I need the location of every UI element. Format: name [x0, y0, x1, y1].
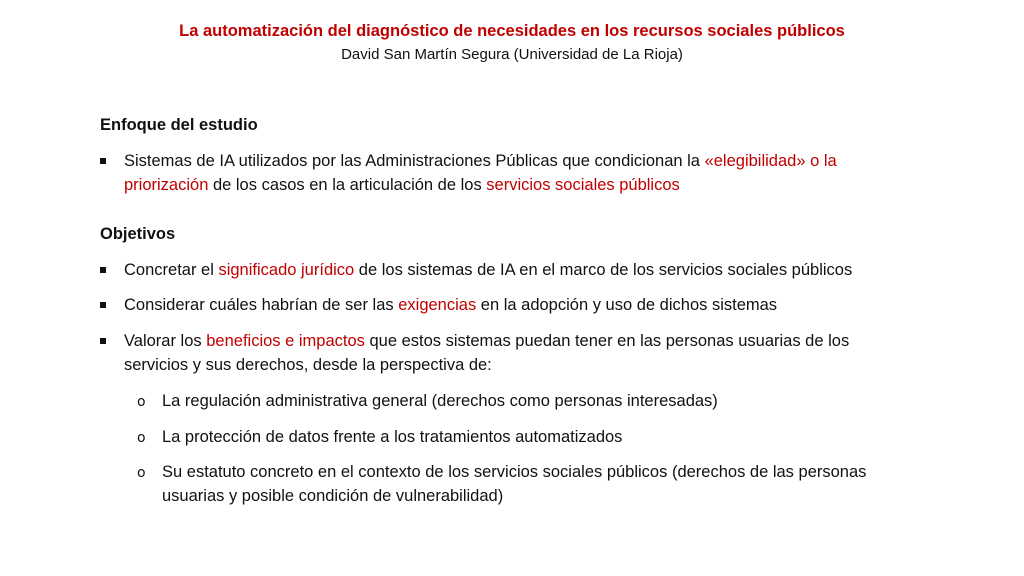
subitem-text: La regulación administrativa general (derechos como personas interesadas)	[162, 392, 718, 410]
highlight-exigencias: exigencias	[398, 296, 477, 314]
highlight-servicios: servicios sociales públicos	[486, 176, 680, 194]
subitem-3	[137, 460, 917, 508]
section-heading-objetivos: Objetivos	[100, 225, 176, 243]
subitem-1	[137, 389, 917, 413]
bullet-text: Valorar los beneficios e impactos que estos sistemas puedan tener en las personas usuarias de los servicios y sus derechos, desde la perspectiva de:	[124, 332, 850, 374]
square-bullet-icon	[100, 338, 106, 344]
hollow-circle-bullet-icon: o	[137, 465, 146, 481]
subitem-text: La protección de datos frente a los tratamientos automatizados	[162, 428, 623, 446]
hollow-circle-bullet-icon: o	[137, 430, 146, 446]
square-bullet-icon	[100, 302, 106, 308]
bullet-objetivo-1	[100, 258, 910, 282]
highlight-elegibilidad: «elegibilidad» o la priorización	[124, 152, 837, 194]
subitem-text: Su estatuto concreto en el contexto de los servicios sociales públicos (derechos de las personas usuarias y posible condición de vulnerabilidad)	[162, 463, 867, 505]
subitem-2	[137, 425, 917, 449]
highlight-significado: significado jurídico	[218, 261, 355, 279]
bullet-objetivo-3	[100, 329, 910, 377]
highlight-beneficios: beneficios e impactos	[206, 332, 365, 350]
bullet-enfoque	[100, 149, 910, 197]
bullet-objetivo-2	[100, 293, 910, 317]
hollow-circle-bullet-icon: o	[137, 394, 146, 410]
slide-author: David San Martín Segura (Universidad de La Rioja)	[341, 46, 683, 63]
slide-title: La automatización del diagnóstico de necesidades en los recursos sociales públicos	[179, 22, 845, 40]
section-heading-enfoque: Enfoque del estudio	[100, 116, 258, 134]
square-bullet-icon	[100, 267, 106, 273]
bullet-text: Sistemas de IA utilizados por las Administraciones Públicas que condicionan la «elegibilidad» o la priorización de los casos en la articulación de los servicios sociales públicos	[124, 152, 837, 194]
bullet-text: Concretar el significado jurídico de los sistemas de IA en el marco de los servicios sociales públicos	[124, 261, 853, 279]
bullet-text: Considerar cuáles habrían de ser las exigencias en la adopción y uso de dichos sistemas	[124, 296, 778, 314]
square-bullet-icon	[100, 158, 106, 164]
